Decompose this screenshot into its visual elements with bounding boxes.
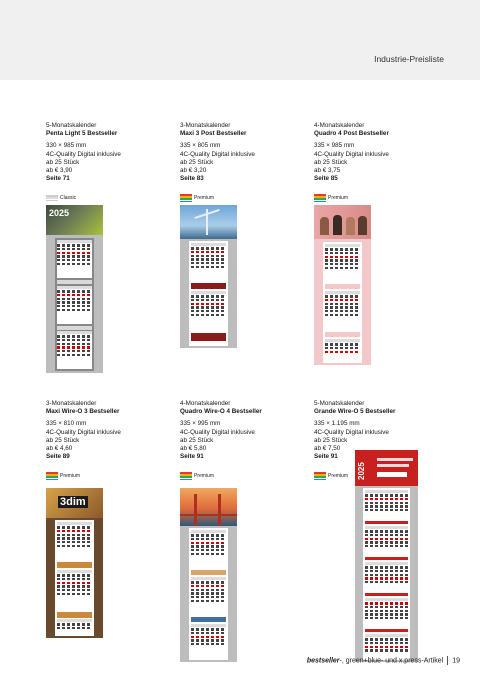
product-name: Penta Light 5 Bestseller xyxy=(46,130,118,138)
product-name: Quadro 4 Post Bestseller xyxy=(314,130,389,138)
product-name: Maxi 3 Post Bestseller xyxy=(180,130,247,138)
product-size: 335 × 805 mm xyxy=(180,142,221,150)
calendar-headline: 3dim xyxy=(60,496,86,508)
product-page: Seite 83 xyxy=(180,175,204,183)
product-card xyxy=(46,400,171,480)
product-min: ab 25 Stück xyxy=(314,158,348,166)
category-label: Premium xyxy=(328,195,349,202)
page-footer xyxy=(307,656,460,665)
product-min: ab 25 Stück xyxy=(46,158,80,166)
product-min: ab 25 Stück xyxy=(180,436,214,444)
product-type: 5-Monatskalender xyxy=(314,400,365,407)
product-page: Seite 71 xyxy=(46,175,70,183)
product-size: 335 × 985 mm xyxy=(314,142,355,150)
footer-divider xyxy=(447,656,448,665)
product-name: Quadro Wire-O 4 Bestseller xyxy=(180,408,262,416)
category-label: Classic xyxy=(60,195,77,202)
category-lines-icon xyxy=(180,194,192,203)
product-page: Seite 89 xyxy=(46,453,70,461)
calendar-header-image xyxy=(180,488,237,526)
calendar-header-image xyxy=(46,488,103,518)
product-price: ab € 4,60 xyxy=(46,445,73,453)
product-print: 4C-Quality Digital inklusive xyxy=(314,428,389,436)
category-lines-icon xyxy=(314,472,326,481)
product-min: ab 25 Stück xyxy=(46,436,80,444)
calendar-header-image xyxy=(355,450,418,486)
product-min: ab 25 Stück xyxy=(180,158,214,166)
product-name: Grande Wire-O 5 Bestseller xyxy=(314,408,396,416)
product-card xyxy=(180,400,305,480)
category-lines-icon xyxy=(46,195,58,202)
product-type: 5-Monatskalender xyxy=(46,122,97,129)
calendar-year: 2025 xyxy=(49,208,70,218)
category-label: Premium xyxy=(194,473,215,480)
page-title: Industrie-Preisliste xyxy=(374,54,444,64)
footer-brand: bestseller xyxy=(306,657,340,665)
calendar-thumbnail xyxy=(314,205,371,365)
product-print: 4C-Quality Digital inklusive xyxy=(180,428,255,436)
product-price: ab € 3,90 xyxy=(46,167,73,175)
product-price: ab € 3,75 xyxy=(314,167,341,175)
category-lines-icon xyxy=(180,472,192,481)
calendar-thumbnail xyxy=(46,488,103,638)
product-type: 4-Monatskalender xyxy=(314,122,365,129)
product-card xyxy=(180,122,305,202)
calendar-header-image xyxy=(314,205,371,239)
product-size: 330 × 985 mm xyxy=(46,142,87,150)
calendar-thumbnail xyxy=(180,205,237,348)
product-page: Seite 85 xyxy=(314,175,338,183)
product-type: 4-Monatskalender xyxy=(180,400,231,407)
product-type: 3-Monatskalender xyxy=(180,122,231,129)
calendar-year: 2025 xyxy=(357,462,366,480)
calendar-thumbnail xyxy=(46,205,103,373)
product-card xyxy=(46,122,171,202)
category-label: Premium xyxy=(194,195,215,202)
product-print: 4C-Quality Digital inklusive xyxy=(46,150,121,158)
product-size: 335 × 995 mm xyxy=(180,420,221,428)
product-size: 335 × 1.195 mm xyxy=(314,420,360,428)
category-lines-icon xyxy=(314,194,326,203)
product-size: 335 × 810 mm xyxy=(46,420,87,428)
calendar-thumbnail xyxy=(180,488,237,662)
category-label: Premium xyxy=(60,473,81,480)
product-name: Maxi Wire-O 3 Bestseller xyxy=(46,408,120,416)
product-page: Seite 91 xyxy=(314,453,338,461)
calendar-thumbnail xyxy=(355,450,418,662)
product-print: 4C-Quality Digital inklusive xyxy=(314,150,389,158)
product-page: Seite 91 xyxy=(180,453,204,461)
category-lines-icon xyxy=(46,472,58,481)
product-min: ab 25 Stück xyxy=(314,436,348,444)
calendar-header-image xyxy=(46,205,103,235)
product-card xyxy=(314,122,439,202)
product-price: ab € 3,20 xyxy=(180,167,207,175)
page-header xyxy=(0,0,480,80)
footer-text: -, green+blue- und x.press-Artikel xyxy=(339,657,444,665)
product-print: 4C-Quality Digital inklusive xyxy=(46,428,121,436)
product-type: 3-Monatskalender xyxy=(46,400,97,407)
calendar-header-image xyxy=(180,205,237,239)
product-price: ab € 5,80 xyxy=(180,445,207,453)
page-number: 19 xyxy=(452,657,460,665)
product-print: 4C-Quality Digital inklusive xyxy=(180,150,255,158)
product-price: ab € 7,50 xyxy=(314,445,341,453)
category-label: Premium xyxy=(328,473,349,480)
